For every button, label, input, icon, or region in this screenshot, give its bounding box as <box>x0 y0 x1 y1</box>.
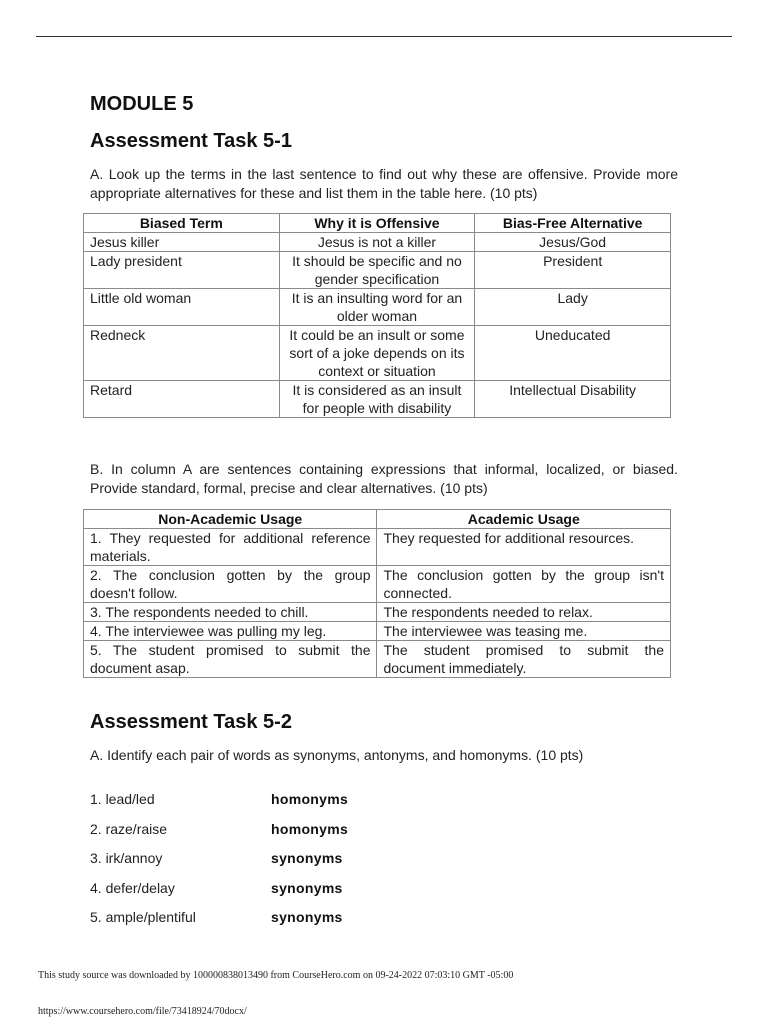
table-row <box>84 641 671 678</box>
academic-cell: The student promised to submit the document immediately. <box>377 641 671 678</box>
top-rule <box>36 36 732 37</box>
task-5-1-part-a-instructions: A. Look up the terms in the last sentence to find out why these are offensive. Provide more appropriate alternatives for these and list them in the table here. (10 pts) <box>90 166 678 201</box>
list-item <box>90 908 343 927</box>
table-row <box>84 622 671 641</box>
column-header: Academic Usage <box>377 510 671 529</box>
task-5-2-title: Assessment Task 5-2 <box>90 711 292 733</box>
reason-cell: Jesus is not a killer <box>279 233 475 252</box>
biased-term-cell: Retard <box>84 381 280 418</box>
module-title: MODULE 5 <box>90 93 194 115</box>
table-row <box>84 289 671 326</box>
non-academic-cell: 1. They requested for additional reference materials. <box>84 529 377 566</box>
table-row <box>84 252 671 289</box>
answer: homonyms <box>271 791 349 807</box>
alternative-cell: Intellectual Disability <box>475 381 671 418</box>
word-pair: 5. ample/plentiful <box>90 909 196 925</box>
non-academic-cell: 3. The respondents needed to chill. <box>84 603 377 622</box>
column-header: Biased Term <box>84 214 280 233</box>
table-header-row <box>84 510 671 529</box>
academic-cell: The interviewee was teasing me. <box>377 622 671 641</box>
table-row <box>84 326 671 381</box>
answer: synonyms <box>271 850 343 866</box>
biased-terms-table <box>83 213 671 418</box>
biased-term-cell: Little old woman <box>84 289 280 326</box>
word-pair: 4. defer/delay <box>90 880 175 896</box>
alternative-cell: Uneducated <box>475 326 671 381</box>
answer: synonyms <box>271 909 343 925</box>
reason-cell: It is considered as an insult for people with disability <box>279 381 475 418</box>
academic-cell: The respondents needed to relax. <box>377 603 671 622</box>
academic-cell: The conclusion gotten by the group isn't connected. <box>377 566 671 603</box>
table-header-row <box>84 214 671 233</box>
task-5-1-title: Assessment Task 5-1 <box>90 130 292 152</box>
academic-cell: They requested for additional resources. <box>377 529 671 566</box>
answer: homonyms <box>271 821 349 837</box>
list-item <box>90 879 343 898</box>
source-url-link[interactable]: https://www.coursehero.com/file/73418924/70docx/ <box>38 1006 247 1017</box>
alternative-cell: Jesus/God <box>475 233 671 252</box>
word-pair: 2. raze/raise <box>90 821 168 837</box>
answer: synonyms <box>271 880 343 896</box>
download-source-notice: This study source was downloaded by 100000838013490 from CourseHero.com on 09-24-2022 07:03:10 GMT -05:00 <box>38 970 514 981</box>
reason-cell: It should be specific and no gender specification <box>279 252 475 289</box>
column-header: Why it is Offensive <box>279 214 475 233</box>
list-item <box>90 849 343 868</box>
reason-cell: It could be an insult or some sort of a joke depends on its context or situation <box>279 326 475 381</box>
biased-term-cell: Lady president <box>84 252 280 289</box>
table-row <box>84 566 671 603</box>
usage-table <box>83 509 671 678</box>
task-5-1-part-b-instructions: B. In column A are sentences containing expressions that informal, localized, or biased. Provide standard, formal, precise and clear alternatives. (10 pts) <box>90 461 678 496</box>
column-header: Non-Academic Usage <box>84 510 377 529</box>
table-row <box>84 603 671 622</box>
table-row <box>84 529 671 566</box>
non-academic-cell: 5. The student promised to submit the document asap. <box>84 641 377 678</box>
biased-term-cell: Redneck <box>84 326 280 381</box>
table-row <box>84 381 671 418</box>
list-item <box>90 790 348 809</box>
list-item <box>90 820 348 839</box>
task-5-2-part-a-instructions: A. Identify each pair of words as synonyms, antonyms, and homonyms. (10 pts) <box>90 747 584 763</box>
word-pair: 1. lead/led <box>90 791 155 807</box>
word-pair: 3. irk/annoy <box>90 850 163 866</box>
non-academic-cell: 4. The interviewee was pulling my leg. <box>84 622 377 641</box>
non-academic-cell: 2. The conclusion gotten by the group doesn't follow. <box>84 566 377 603</box>
reason-cell: It is an insulting word for an older woman <box>279 289 475 326</box>
alternative-cell: President <box>475 252 671 289</box>
alternative-cell: Lady <box>475 289 671 326</box>
column-header: Bias-Free Alternative <box>475 214 671 233</box>
biased-term-cell: Jesus killer <box>84 233 280 252</box>
table-row <box>84 233 671 252</box>
